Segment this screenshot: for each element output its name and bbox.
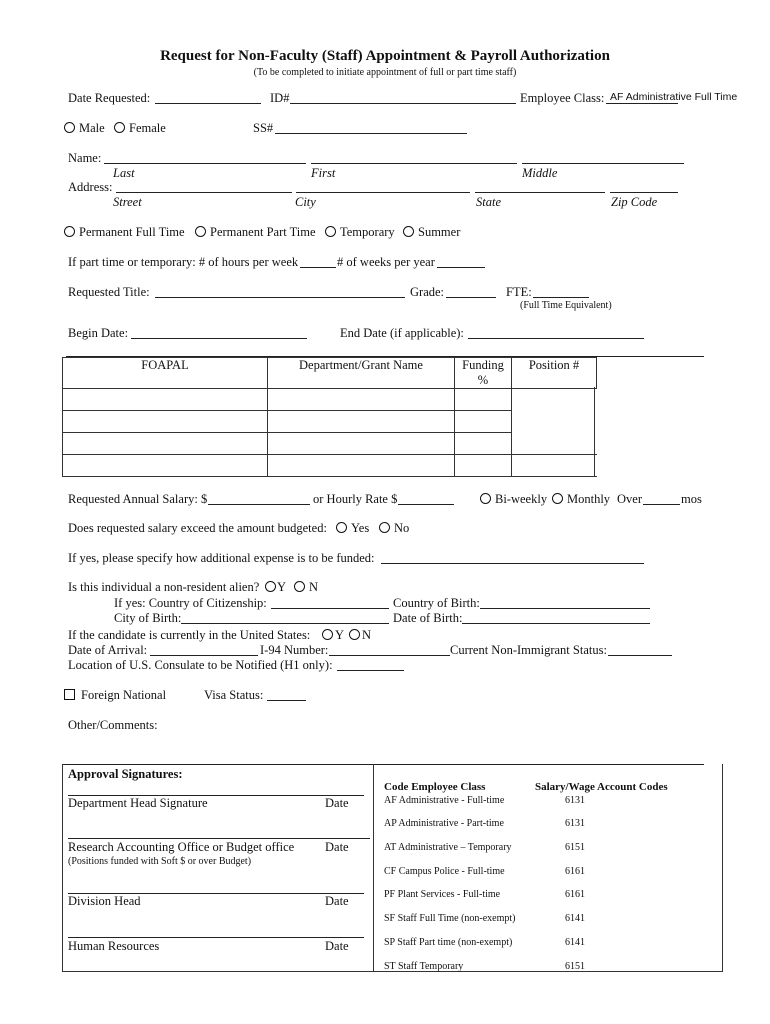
requested-title-field[interactable]	[155, 285, 405, 298]
radio-icon[interactable]	[325, 226, 336, 237]
additional-funding-label: If yes, please specify how additional expense is to be funded:	[68, 551, 375, 565]
city-field[interactable]	[296, 180, 470, 193]
table-right-border	[594, 387, 595, 477]
table-row	[63, 389, 597, 411]
in-us-no-option[interactable]: N	[349, 628, 371, 643]
zip-caption: Zip Code	[611, 195, 658, 209]
radio-icon[interactable]	[265, 581, 276, 592]
weeks-per-year-label: # of weeks per year	[337, 255, 435, 269]
account-code: 6131	[565, 795, 585, 806]
grade-label: Grade:	[410, 285, 445, 299]
foapal-header: FOAPAL	[63, 358, 268, 389]
female-radio[interactable]	[114, 122, 125, 133]
code-class: CF Campus Police - Full-time	[384, 866, 505, 877]
hours-per-week-label: If part time or temporary: # of hours per week	[68, 255, 299, 269]
account-code: 6151	[565, 961, 585, 972]
foreign-national-option[interactable]: Foreign National	[64, 688, 166, 703]
ss-field[interactable]	[275, 121, 467, 134]
account-code: 6141	[565, 913, 585, 924]
table-cell[interactable]	[455, 455, 512, 477]
code-class: SP Staff Part time (non-exempt)	[384, 937, 513, 948]
non-resident-question: Is this individual a non-resident alien?	[68, 580, 260, 594]
table-cell[interactable]	[268, 455, 455, 477]
last-caption: Last	[113, 166, 135, 180]
dept-head-signature-line[interactable]	[68, 783, 364, 796]
monthly-option[interactable]: Monthly	[552, 492, 610, 507]
approval-divider	[373, 764, 374, 971]
code-class: SF Staff Full Time (non-exempt)	[384, 913, 516, 924]
citizenship-label: If yes: Country of Citizenship:	[114, 596, 267, 610]
division-head-signature-line[interactable]	[68, 881, 364, 894]
table-cell	[512, 433, 597, 455]
code-class: PF Plant Services - Full-time	[384, 889, 501, 900]
date-requested-field[interactable]	[155, 91, 261, 104]
table-cell[interactable]	[455, 389, 512, 411]
middle-name-field[interactable]	[522, 151, 684, 164]
weeks-per-year-field[interactable]	[437, 255, 485, 268]
table-cell[interactable]	[268, 411, 455, 433]
radio-icon[interactable]	[322, 629, 333, 640]
code-class: AF Administrative - Full-time	[384, 795, 505, 806]
fte-note: (Full Time Equivalent)	[520, 300, 612, 311]
hr-signature-line[interactable]	[68, 925, 364, 938]
hours-per-week-field[interactable]	[300, 255, 336, 268]
table-cell[interactable]	[455, 411, 512, 433]
account-code: 6131	[565, 818, 585, 829]
arrival-label: Date of Arrival:	[68, 643, 148, 657]
account-code: 6161	[565, 866, 585, 877]
temporary-option[interactable]: Temporary	[325, 225, 395, 240]
account-code: 6151	[565, 842, 585, 853]
over-label: Over	[617, 492, 642, 506]
hourly-rate-field[interactable]	[398, 492, 454, 505]
name-label: Name:	[68, 151, 102, 165]
visa-status-field[interactable]	[267, 688, 306, 701]
city-of-birth-field[interactable]	[181, 611, 389, 624]
account-code: 6141	[565, 937, 585, 948]
citizenship-field[interactable]	[271, 596, 389, 609]
hourly-rate-label: or Hourly Rate $	[313, 492, 398, 506]
account-codes-header: Salary/Wage Account Codes	[535, 781, 668, 793]
city-caption: City	[295, 195, 316, 209]
code-class: AP Administrative - Part-time	[384, 818, 504, 829]
begin-date-label: Begin Date:	[68, 326, 129, 340]
foapal-table	[62, 357, 597, 477]
funding-header: Funding %	[455, 358, 512, 389]
table-cell[interactable]	[63, 389, 268, 411]
in-us-yes-option[interactable]: Y	[322, 628, 344, 643]
grade-field[interactable]	[446, 285, 496, 298]
country-of-birth-label: Country of Birth:	[393, 596, 480, 610]
radio-icon[interactable]	[336, 522, 347, 533]
date-of-birth-label: Date of Birth:	[393, 611, 463, 625]
radio-icon[interactable]	[379, 522, 390, 533]
radio-icon[interactable]	[349, 629, 360, 640]
city-of-birth-label: City of Birth:	[114, 611, 182, 625]
table-cell[interactable]	[63, 433, 268, 455]
arrival-field[interactable]	[150, 643, 258, 656]
position-header: Position #	[512, 358, 597, 389]
id-field[interactable]	[290, 91, 516, 104]
end-date-label: End Date (if applicable):	[340, 326, 464, 340]
fte-label: FTE:	[506, 285, 532, 299]
radio-icon[interactable]	[403, 226, 414, 237]
country-of-birth-field[interactable]	[480, 596, 650, 609]
alien-yes-option[interactable]: Y	[265, 580, 286, 595]
employee-class-field[interactable]: AF Administrative Full Time	[610, 91, 738, 103]
i94-label: I-94 Number:	[260, 643, 329, 657]
state-caption: State	[476, 195, 501, 209]
male-option[interactable]: Male	[64, 121, 105, 136]
in-us-label: If the candidate is currently in the United States:	[68, 628, 311, 642]
non-immigrant-status-field[interactable]	[608, 643, 672, 656]
employee-class-label: Employee Class:	[520, 91, 605, 105]
table-cell[interactable]	[63, 455, 268, 477]
state-field[interactable]	[475, 180, 605, 193]
id-label: ID#	[270, 91, 290, 105]
approval-title: Approval Signatures:	[68, 767, 183, 781]
non-immigrant-status-label: Current Non-Immigrant Status:	[450, 643, 607, 657]
summer-option[interactable]: Summer	[403, 225, 460, 240]
consulate-label: Location of U.S. Consulate to be Notified (H1 only):	[68, 658, 333, 672]
biweekly-option[interactable]: Bi-weekly	[480, 492, 547, 507]
female-option[interactable]: Female	[114, 121, 166, 136]
requested-title-label: Requested Title:	[68, 285, 150, 299]
additional-funding-field[interactable]	[381, 551, 644, 564]
street-caption: Street	[113, 195, 142, 209]
account-code: 6161	[565, 889, 585, 900]
division-head-label: Division Head	[68, 894, 141, 908]
code-class: AT Administrative – Temporary	[384, 842, 512, 853]
exceed-no-option[interactable]: No	[379, 521, 409, 536]
fte-field[interactable]	[533, 285, 589, 298]
street-field[interactable]	[116, 180, 292, 193]
code-class: ST Staff Temporary	[384, 961, 464, 972]
last-name-field[interactable]	[104, 151, 306, 164]
mos-label: mos	[681, 492, 702, 506]
first-name-field[interactable]	[311, 151, 517, 164]
address-label: Address:	[68, 180, 113, 194]
months-field[interactable]	[643, 492, 680, 505]
ss-label: SS#	[253, 121, 274, 135]
table-row	[63, 411, 597, 433]
table-cell[interactable]	[268, 433, 455, 455]
consulate-field[interactable]	[337, 658, 404, 671]
begin-date-field[interactable]	[131, 326, 307, 339]
dept-head-label: Department Head Signature	[68, 796, 208, 810]
visa-status-label: Visa Status:	[204, 688, 264, 702]
radio-icon[interactable]	[552, 493, 563, 504]
dept-head-date-label: Date	[325, 796, 349, 810]
alien-no-option[interactable]: N	[294, 580, 318, 595]
end-date-field[interactable]	[468, 326, 644, 339]
form-title: Request for Non-Faculty (Staff) Appointment & Payroll Authorization	[160, 48, 610, 64]
table-cell[interactable]	[63, 411, 268, 433]
date-requested-label: Date Requested:	[68, 91, 151, 105]
radio-icon[interactable]	[480, 493, 491, 504]
male-radio[interactable]	[64, 122, 75, 133]
research-date-label: Date	[325, 840, 349, 854]
first-caption: First	[311, 166, 336, 180]
table-row	[63, 433, 597, 455]
radio-icon[interactable]	[195, 226, 206, 237]
checkbox-icon[interactable]	[64, 689, 75, 700]
hr-label: Human Resources	[68, 939, 160, 953]
table-header-row	[63, 358, 597, 389]
radio-icon[interactable]	[294, 581, 305, 592]
research-label: Research Accounting Office or Budget office	[68, 840, 295, 854]
i94-field[interactable]	[329, 643, 450, 656]
permanent-part-time-option[interactable]: Permanent Part Time	[195, 225, 316, 240]
annual-salary-label: Requested Annual Salary: $	[68, 492, 208, 506]
code-class-header: Code Employee Class	[384, 781, 486, 793]
division-head-date-label: Date	[325, 894, 349, 908]
exceed-budget-label: Does requested salary exceed the amount budgeted:	[68, 521, 327, 535]
table-cell[interactable]	[268, 389, 455, 411]
comments-label: Other/Comments:	[68, 718, 158, 732]
exceed-yes-option[interactable]: Yes	[336, 521, 369, 536]
research-signature-line[interactable]	[68, 826, 370, 839]
table-cell	[512, 411, 597, 433]
radio-icon[interactable]	[64, 226, 75, 237]
research-note: (Positions funded with Soft $ or over Budget)	[68, 856, 252, 867]
date-of-birth-field[interactable]	[462, 611, 650, 624]
table-cell	[512, 455, 597, 477]
table-cell[interactable]	[455, 433, 512, 455]
permanent-full-time-option[interactable]: Permanent Full Time	[64, 225, 185, 240]
form-subtitle: (To be completed to initiate appointment of full or part time staff)	[253, 67, 517, 78]
middle-caption: Middle	[522, 166, 558, 180]
annual-salary-field[interactable]	[208, 492, 310, 505]
department-header: Department/Grant Name	[268, 358, 455, 389]
table-cell	[512, 389, 597, 411]
table-row	[63, 455, 597, 477]
hr-date-label: Date	[325, 939, 349, 953]
zip-field[interactable]	[610, 180, 678, 193]
